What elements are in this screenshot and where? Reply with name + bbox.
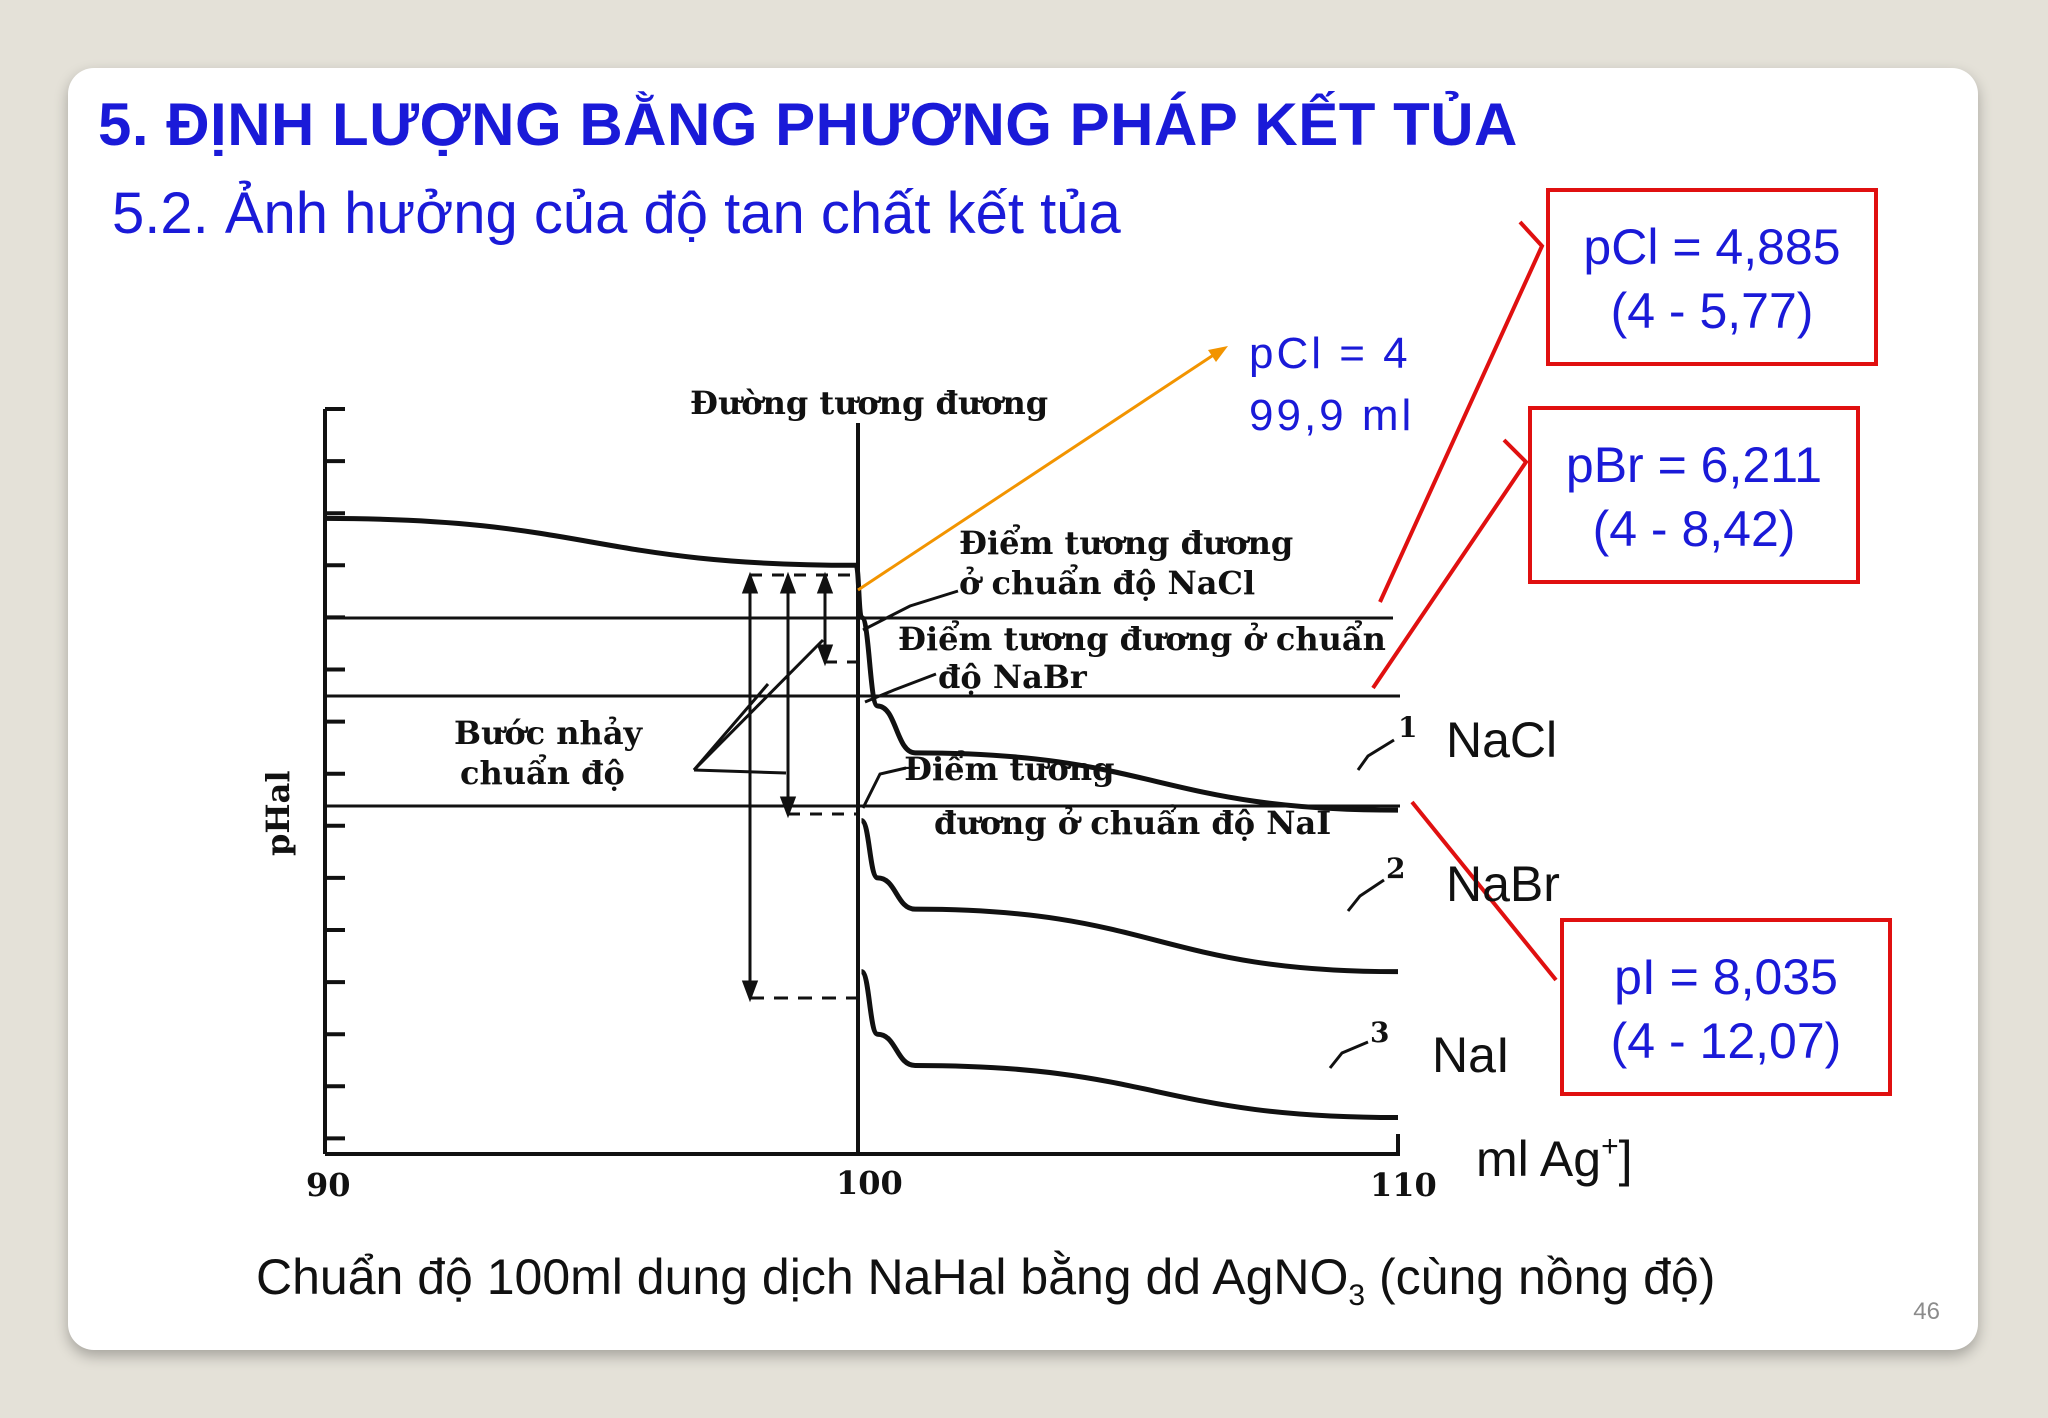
eq-nai-pointer: [863, 768, 906, 808]
titration-step-arrows: [744, 575, 858, 998]
slide-subtitle: 5.2. Ảnh hưởng của độ tan chất kết tủa: [112, 181, 1121, 246]
titration-chart: [68, 68, 1978, 1350]
curve-series-3: [862, 972, 1399, 1118]
x-unit-sup: +: [1601, 1130, 1619, 1163]
x-unit-end: ]: [1618, 1131, 1633, 1187]
slide-title: 5. ĐỊNH LƯỢNG BẰNG PHƯƠNG PHÁP KẾT TỦA: [98, 91, 1518, 158]
box-cl-line1: pCl = 4,885: [1583, 219, 1841, 275]
box-cl-line2: (4 - 5,77): [1610, 283, 1814, 339]
x-tick-100: 100: [836, 1164, 903, 1202]
orange-label-line2: 99,9 ml: [1249, 391, 1415, 440]
x-unit-label: [1476, 1130, 1633, 1187]
label-nacl: NaCl: [1446, 712, 1558, 768]
eq-nai-line2: đương ở chuẩn độ NaI: [934, 804, 1332, 842]
series-1-label: 1: [1398, 711, 1418, 744]
curve-series-2: [862, 821, 1399, 972]
eq-nacl-line2: ở chuẩn độ NaCl: [959, 564, 1256, 602]
caption-end: (cùng nồng độ): [1365, 1249, 1716, 1305]
series-2-leader: [1348, 880, 1384, 911]
orange-label-line1: pCl = 4: [1249, 329, 1411, 378]
x-tick-110: 110: [1370, 1166, 1437, 1204]
equivalence-line-label: Đường tương đương: [690, 384, 1049, 422]
x-tick-90: 90: [306, 1166, 351, 1204]
caption-sub: 3: [1348, 1279, 1366, 1312]
series-1-leader: [1358, 740, 1394, 770]
orange-arrow-head: [1208, 346, 1228, 362]
step-label-line1: Bước nhảy: [454, 714, 643, 752]
slide: [68, 68, 1978, 1350]
box-br-line1: pBr = 6,211: [1565, 437, 1823, 493]
box-i-line2: (4 - 12,07): [1610, 1013, 1842, 1069]
series-2-label: 2: [1386, 852, 1406, 885]
eq-nabr-line1: Điểm tương đương ở chuẩn: [898, 620, 1386, 658]
label-nabr: NaBr: [1446, 856, 1560, 912]
chart-caption: [256, 1248, 1715, 1313]
box-br-line2: (4 - 8,42): [1592, 501, 1796, 557]
x-unit-text: ml Ag: [1476, 1131, 1602, 1187]
series-3-leader: [1330, 1042, 1368, 1068]
eq-nai-line1: Điểm tương: [904, 750, 1115, 788]
y-axis-label: pHal: [259, 770, 297, 856]
series-3-label: 3: [1370, 1016, 1390, 1049]
eq-nabr-pointer: [865, 674, 936, 702]
step-label-line2: chuẩn độ: [460, 754, 625, 792]
caption-main: Chuẩn độ 100ml dung dịch NaHal bằng dd AgNO: [256, 1249, 1349, 1305]
box-i-line1: pI = 8,035: [1614, 949, 1838, 1005]
page-number: 46: [1913, 1298, 1940, 1325]
label-nai: NaI: [1432, 1027, 1510, 1083]
eq-nabr-line2: độ NaBr: [938, 658, 1087, 696]
step-label-pointers: [694, 640, 823, 773]
eq-nacl-line1: Điểm tương đương: [959, 524, 1294, 562]
